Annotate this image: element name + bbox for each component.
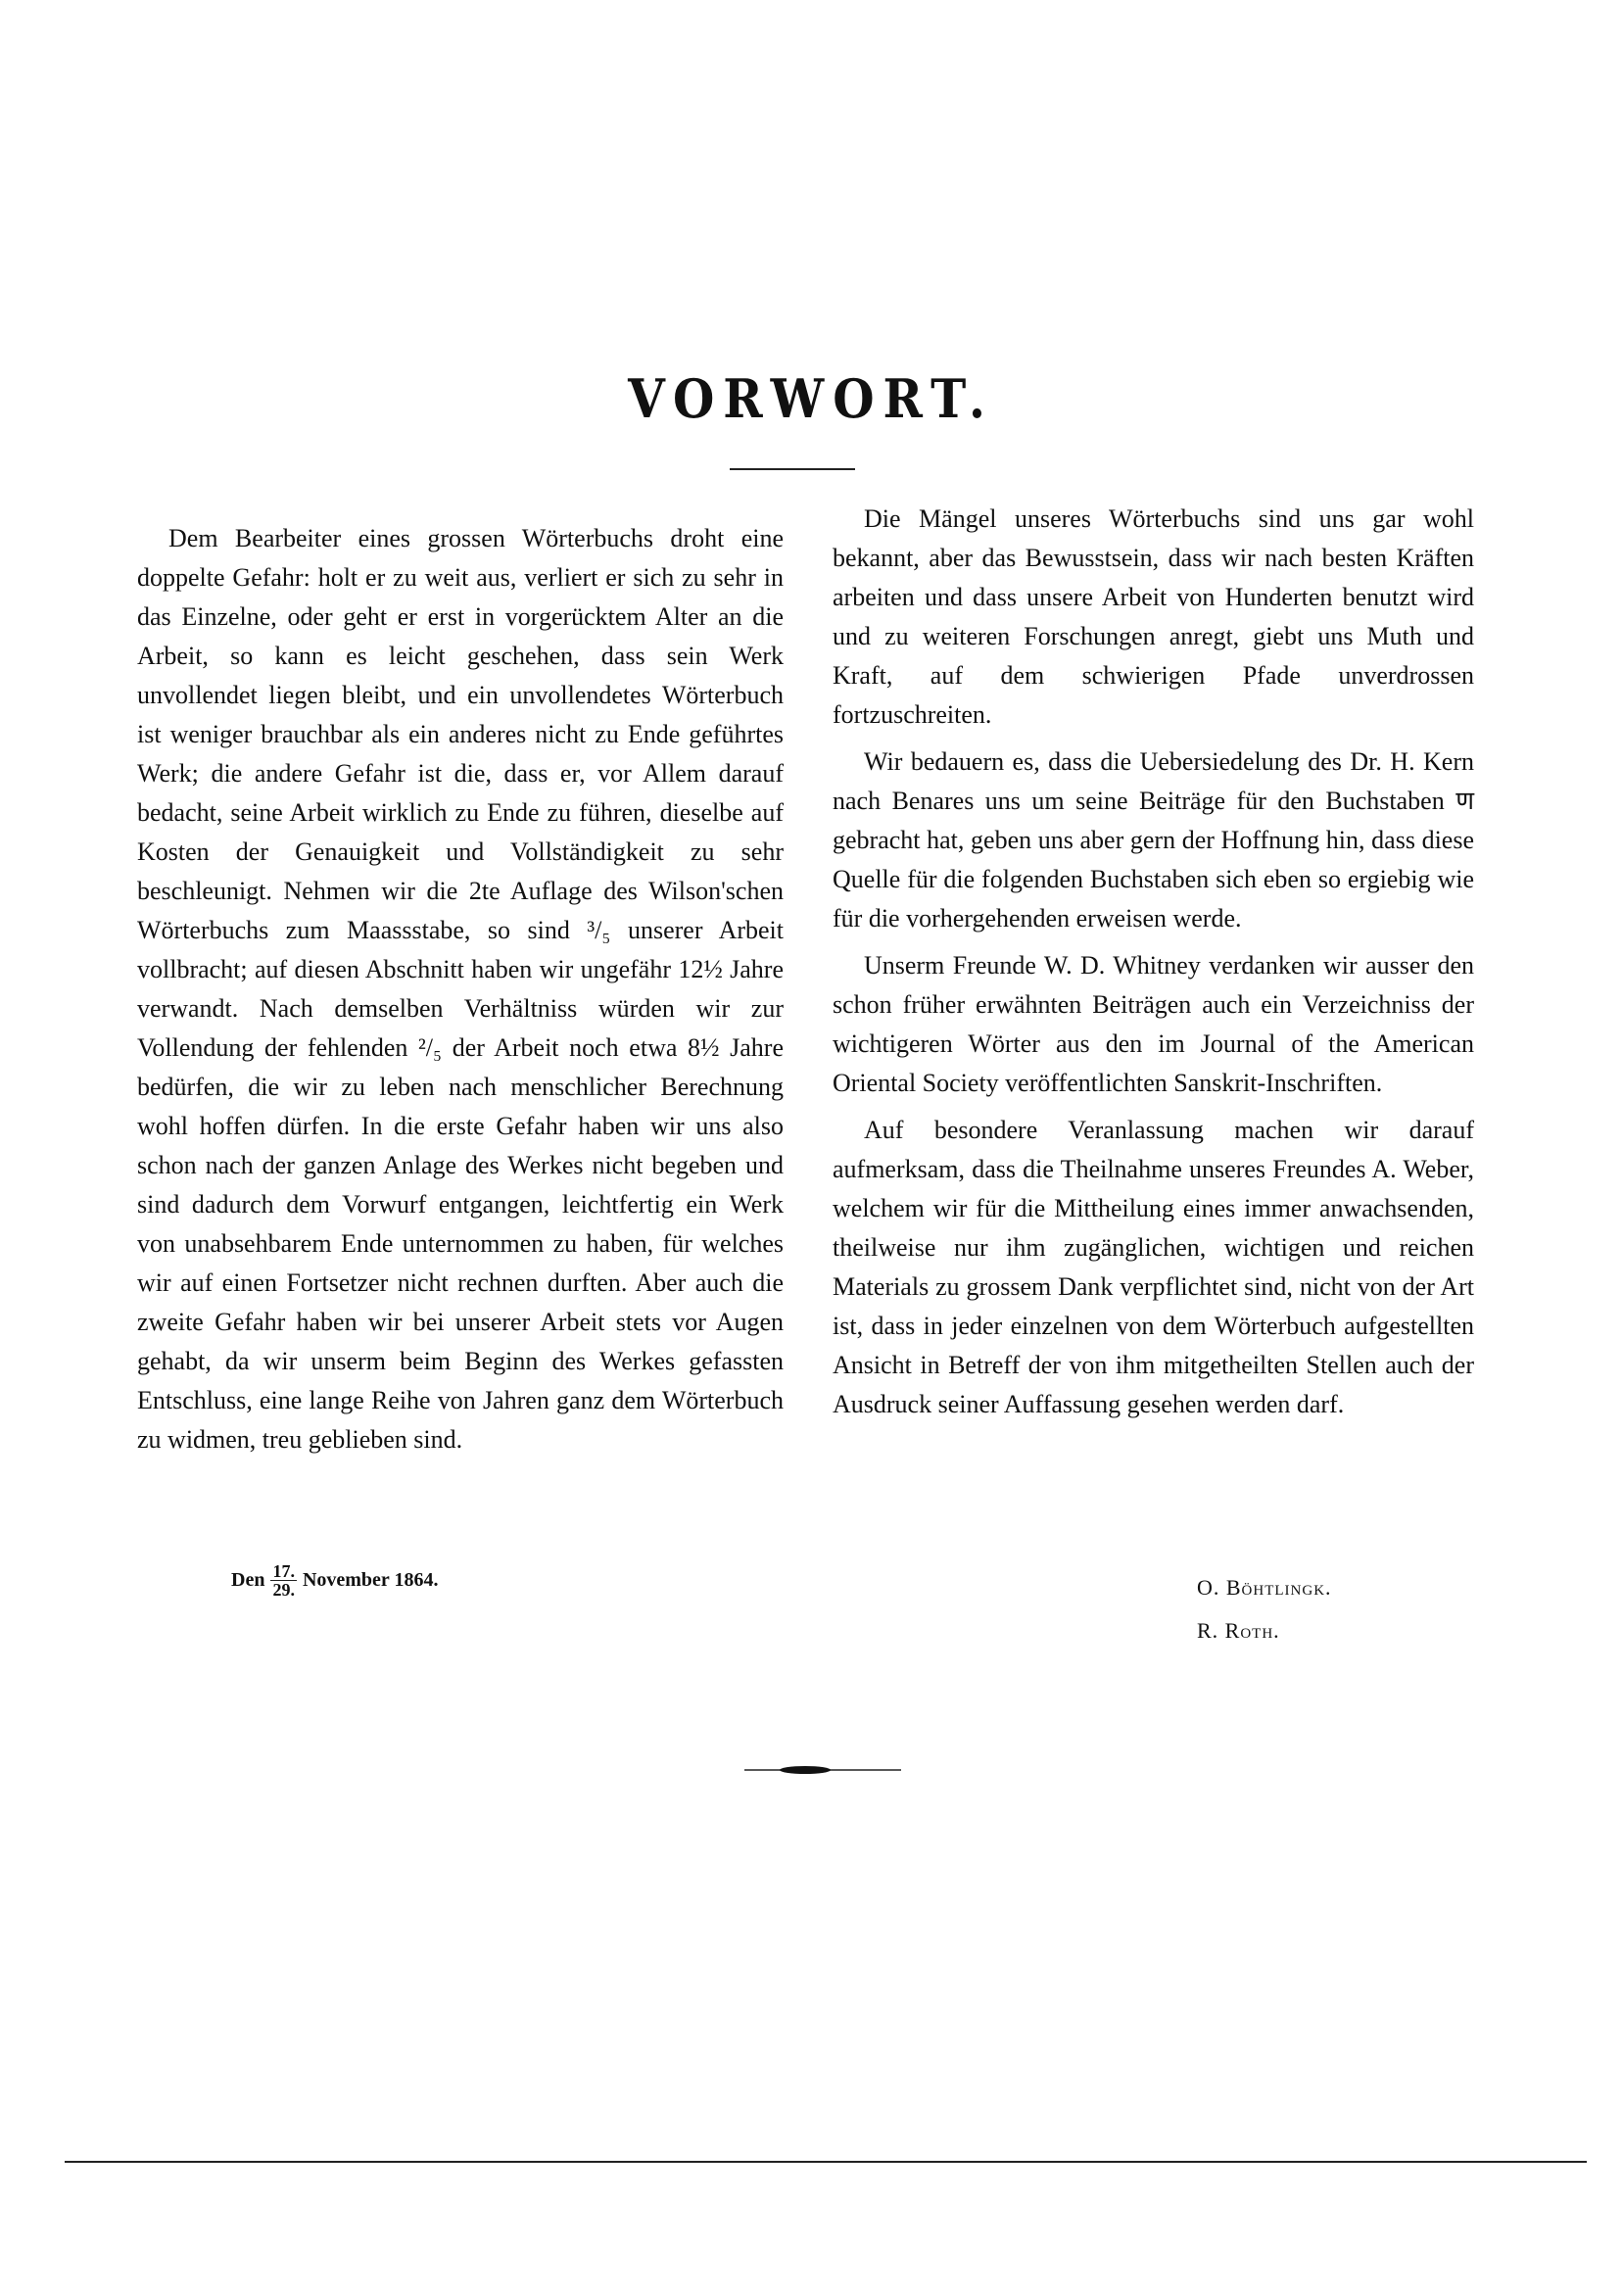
- paragraph: Unserm Freunde W. D. Whitney verdanken wir ausser den schon früher erwähnten Beiträgen auch ein Verzeichniss der wichtigeren Wörter aus den im Journal of the American Oriental Society veröffentlichten Sanskrit-Inschriften.: [833, 951, 1474, 1097]
- ornament-divider: [744, 1763, 901, 1777]
- paragraph: Wir bedauern es, dass die Uebersiedelung des Dr. H. Kern nach Benares uns um seine Beiträge für den Buchstaben ण gebracht hat, geben uns aber gern der Hoffnung hin, dass diese Quelle für die folgenden Buchstaben sich eben so ergiebig wie für die vorhergehenden erweisen werde.: [833, 747, 1474, 933]
- date-rest: November 1864.: [302, 1569, 439, 1591]
- signature-roth: R. Roth.: [1197, 1618, 1280, 1643]
- title-divider: [730, 468, 855, 470]
- page-title: VORWORT.: [628, 367, 994, 430]
- paragraph: Auf besondere Veranlassung machen wir darauf aufmerksam, dass die Theilnahme unseres Freundes A. Weber, welchem wir für die Mittheilung eines immer anwachsenden, theilweise nur ihm zugänglichen, wichtigen und reichen Materials zu grossem Dank verpflichtet sind, nicht von der Art ist, dass in jeder einzelnen von dem Wörterbuch aufgestellten Ansicht in Betreff der von ihm mitgetheilten Stellen auch der Ausdruck seiner Auffassung gesehen werden darf.: [833, 1116, 1474, 1418]
- date-day-bottom: 29.: [272, 1580, 295, 1600]
- date-fraction: [270, 1562, 297, 1599]
- signature-boehtlingk: O. Böhtlingk.: [1197, 1575, 1332, 1600]
- date-prefix: Den: [231, 1569, 265, 1591]
- paragraph: Die Mängel unseres Wörterbuchs sind uns gar wohl bekannt, aber das Bewusstsein, dass wir nach besten Kräften arbeiten und dass unsere Arbeit von Hunderten benutzt wird und zu weiteren Forschungen anregt, giebt uns Muth und Kraft, auf dem schwierigen Pfade unverdrossen fortzuschreiten.: [833, 504, 1474, 729]
- bottom-rule: [65, 2161, 1587, 2163]
- paragraph: Dem Bearbeiter eines grossen Wörterbuchs droht eine doppelte Gefahr: holt er zu weit aus, verliert er sich zu sehr in das Einzelne, oder geht er erst in vorgerücktem Alter an die Arbeit, so kann es leicht geschehen, dass sein Werk unvollendet liegen bleibt, und ein unvollendetes Wörterbuch ist weniger brauchbar als ein anderes nicht zu Ende geführtes Werk; die andere Gefahr ist die, dass er, vor Allem darauf bedacht, seine Arbeit wirklich zu Ende zu führen, dieselbe auf Kosten der Genauigkeit und Vollständigkeit zu sehr beschleunigt. Nehmen wir die 2te Auflage des Wilson'schen Wörterbuchs zum Maassstabe, so sind ³/₅ unserer Arbeit vollbracht; auf diesen Abschnitt haben wir ungefähr 12½ Jahre verwandt. Nach demselben Verhältniss würden wir zur Vollendung der fehlenden ²/₅ der Arbeit noch etwa 8½ Jahre bedürfen, die wir zu leben nach menschlicher Berechnung wohl hoffen dürfen. In die erste Gefahr haben wir uns also schon nach der ganzen Anlage des Werkes nicht begeben und sind dadurch dem Vorwurf entgangen, leichtfertig ein Werk von unabsehbarem Ende unternommen zu haben, für welches wir auf einen Fortsetzer nicht rechnen durften. Aber auch die zweite Gefahr haben wir bei unserer Arbeit stets vor Augen gehabt, da wir unserm beim Beginn des Werkes gefassten Entschluss, eine lange Reihe von Jahren ganz dem Wörterbuch zu widmen, treu geblieben sind.: [137, 524, 784, 1454]
- date-line: [231, 1562, 438, 1599]
- right-column: [833, 500, 1474, 1424]
- date-day-top: 17.: [272, 1561, 295, 1581]
- left-column: [137, 519, 784, 1459]
